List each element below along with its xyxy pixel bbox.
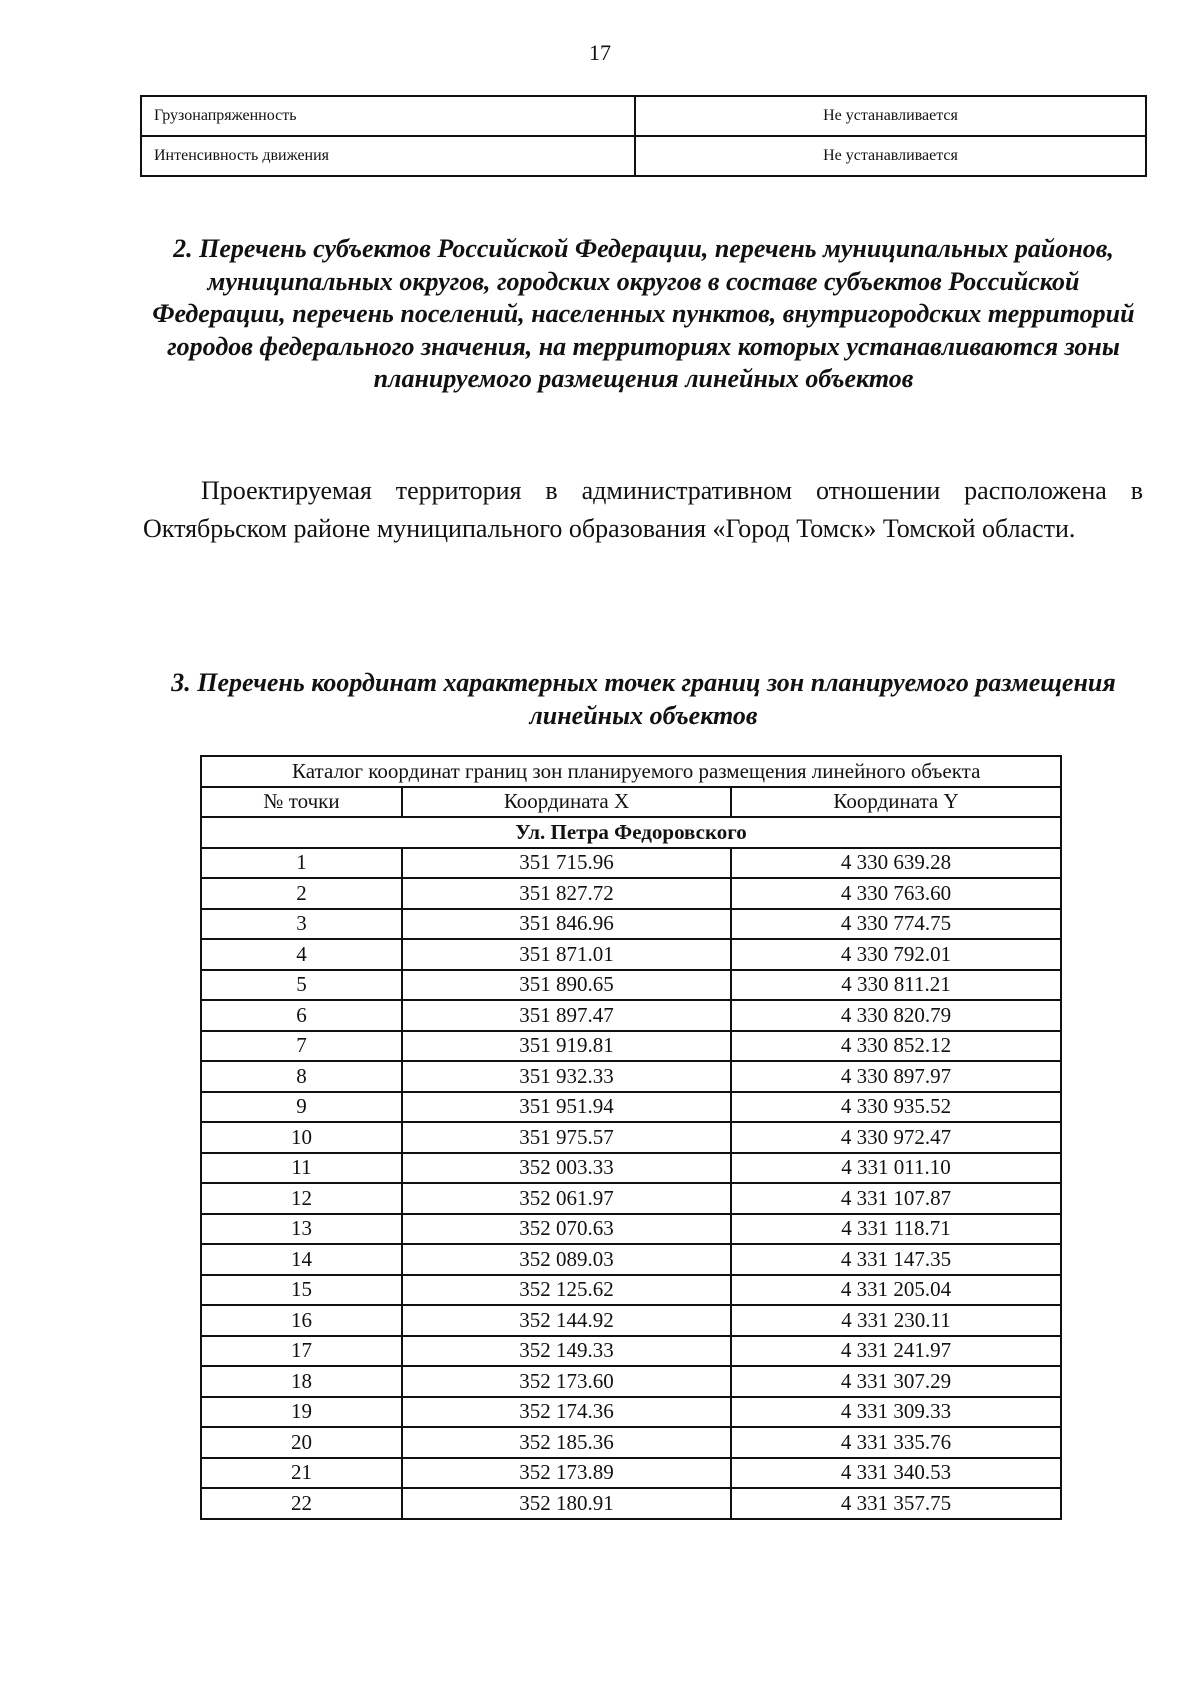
coordinate-x: 352 089.03 xyxy=(402,1244,731,1275)
coordinate-y: 4 330 935.52 xyxy=(731,1092,1061,1123)
point-number: 19 xyxy=(201,1397,402,1428)
table-row xyxy=(201,1000,1061,1031)
table-row xyxy=(201,1031,1061,1062)
coordinate-x: 352 144.92 xyxy=(402,1305,731,1336)
street-name: Ул. Петра Федоровского xyxy=(201,817,1061,848)
point-number: 2 xyxy=(201,878,402,909)
coordinate-y: 4 331 335.76 xyxy=(731,1427,1061,1458)
coordinate-x: 351 897.47 xyxy=(402,1000,731,1031)
coordinate-x: 351 932.33 xyxy=(402,1061,731,1092)
point-number: 3 xyxy=(201,909,402,940)
table-row xyxy=(201,939,1061,970)
point-number: 1 xyxy=(201,848,402,879)
point-number: 8 xyxy=(201,1061,402,1092)
coordinate-y: 4 330 763.60 xyxy=(731,878,1061,909)
coordinate-x: 351 715.96 xyxy=(402,848,731,879)
table-row xyxy=(201,878,1061,909)
coordinate-x: 352 070.63 xyxy=(402,1214,731,1245)
point-number: 4 xyxy=(201,939,402,970)
coordinate-x: 352 173.89 xyxy=(402,1458,731,1489)
coordinate-y: 4 331 107.87 xyxy=(731,1183,1061,1214)
point-number: 6 xyxy=(201,1000,402,1031)
table-caption: Каталог координат границ зон планируемого размещения линейного объекта xyxy=(201,756,1061,787)
coordinate-y: 4 330 897.97 xyxy=(731,1061,1061,1092)
coordinate-y: 4 331 230.11 xyxy=(731,1305,1061,1336)
coordinate-x: 352 061.97 xyxy=(402,1183,731,1214)
table-row xyxy=(201,848,1061,879)
table-row xyxy=(201,1122,1061,1153)
coordinate-x: 352 185.36 xyxy=(402,1427,731,1458)
table-row xyxy=(201,1336,1061,1367)
point-number: 12 xyxy=(201,1183,402,1214)
table-row xyxy=(201,1427,1061,1458)
table-row xyxy=(201,1488,1061,1519)
coordinate-x: 352 180.91 xyxy=(402,1488,731,1519)
coordinate-y: 4 330 811.21 xyxy=(731,970,1061,1001)
coordinate-y: 4 330 820.79 xyxy=(731,1000,1061,1031)
page-number: 17 xyxy=(589,40,611,65)
coordinate-y: 4 331 357.75 xyxy=(731,1488,1061,1519)
street-row xyxy=(201,817,1061,848)
table-row xyxy=(201,1153,1061,1184)
coordinate-x: 351 890.65 xyxy=(402,970,731,1001)
point-number: 18 xyxy=(201,1366,402,1397)
parameter-value: Не устанавливается xyxy=(635,96,1146,136)
coordinate-y: 4 330 639.28 xyxy=(731,848,1061,879)
parameter-value: Не устанавливается xyxy=(635,136,1146,176)
coordinate-x: 351 919.81 xyxy=(402,1031,731,1062)
table-row xyxy=(201,1305,1061,1336)
coordinate-x: 352 174.36 xyxy=(402,1397,731,1428)
table-row xyxy=(141,136,1146,176)
point-number: 21 xyxy=(201,1458,402,1489)
coordinate-x: 351 827.72 xyxy=(402,878,731,909)
column-header-point: № точки xyxy=(201,787,402,818)
table-row xyxy=(201,1366,1061,1397)
table-row xyxy=(201,1244,1061,1275)
table-caption-row xyxy=(201,756,1061,787)
coordinates-table xyxy=(200,755,1062,1520)
table-row xyxy=(201,970,1061,1001)
coordinate-x: 351 951.94 xyxy=(402,1092,731,1123)
coordinate-y: 4 331 307.29 xyxy=(731,1366,1061,1397)
coordinate-x: 352 003.33 xyxy=(402,1153,731,1184)
coordinate-y: 4 331 205.04 xyxy=(731,1275,1061,1306)
territory-paragraph: Проектируемая территория в административном отношении расположена в Октябрьском районе муниципального образования «Город Томск» Томской области. xyxy=(143,476,1143,543)
coordinate-x: 351 871.01 xyxy=(402,939,731,970)
point-number: 14 xyxy=(201,1244,402,1275)
coordinate-y: 4 330 972.47 xyxy=(731,1122,1061,1153)
coordinate-y: 4 331 118.71 xyxy=(731,1214,1061,1245)
point-number: 20 xyxy=(201,1427,402,1458)
coordinate-x: 352 149.33 xyxy=(402,1336,731,1367)
table-row xyxy=(141,96,1146,136)
point-number: 17 xyxy=(201,1336,402,1367)
characteristics-table xyxy=(140,95,1147,177)
point-number: 16 xyxy=(201,1305,402,1336)
point-number: 5 xyxy=(201,970,402,1001)
coordinate-x: 351 846.96 xyxy=(402,909,731,940)
point-number: 11 xyxy=(201,1153,402,1184)
table-header-row xyxy=(201,787,1061,818)
table-row xyxy=(201,1183,1061,1214)
column-header-y: Координата Y xyxy=(731,787,1061,818)
coordinate-y: 4 330 852.12 xyxy=(731,1031,1061,1062)
table-row xyxy=(201,909,1061,940)
table-row xyxy=(201,1061,1061,1092)
point-number: 10 xyxy=(201,1122,402,1153)
table-row xyxy=(201,1214,1061,1245)
table-row xyxy=(201,1275,1061,1306)
coordinate-y: 4 331 241.97 xyxy=(731,1336,1061,1367)
table-row xyxy=(201,1397,1061,1428)
coordinate-x: 352 125.62 xyxy=(402,1275,731,1306)
coordinate-y: 4 330 774.75 xyxy=(731,909,1061,940)
table-row xyxy=(201,1458,1061,1489)
coordinate-y: 4 330 792.01 xyxy=(731,939,1061,970)
coordinate-y: 4 331 340.53 xyxy=(731,1458,1061,1489)
coordinate-y: 4 331 011.10 xyxy=(731,1153,1061,1184)
point-number: 9 xyxy=(201,1092,402,1123)
coordinate-y: 4 331 147.35 xyxy=(731,1244,1061,1275)
coordinate-x: 351 975.57 xyxy=(402,1122,731,1153)
point-number: 13 xyxy=(201,1214,402,1245)
section-2-heading: 2. Перечень субъектов Российской Федерации, перечень муниципальных районов, муниципальных округов, городских округов в составе субъектов Российской Федерации, перечень поселений, населенных пунктов, внутригородских территорий городов федерального значения, на территориях которых устанавливаются зоны планируемого размещения линейных объектов xyxy=(152,234,1135,393)
coordinate-x: 352 173.60 xyxy=(402,1366,731,1397)
point-number: 22 xyxy=(201,1488,402,1519)
point-number: 7 xyxy=(201,1031,402,1062)
parameter-name: Интенсивность движения xyxy=(141,136,635,176)
column-header-x: Координата X xyxy=(402,787,731,818)
point-number: 15 xyxy=(201,1275,402,1306)
section-3-heading: 3. Перечень координат характерных точек границ зон планируемого размещения линейных объектов xyxy=(171,668,1116,730)
table-row xyxy=(201,1092,1061,1123)
parameter-name: Грузонапряженность xyxy=(141,96,635,136)
coordinate-y: 4 331 309.33 xyxy=(731,1397,1061,1428)
